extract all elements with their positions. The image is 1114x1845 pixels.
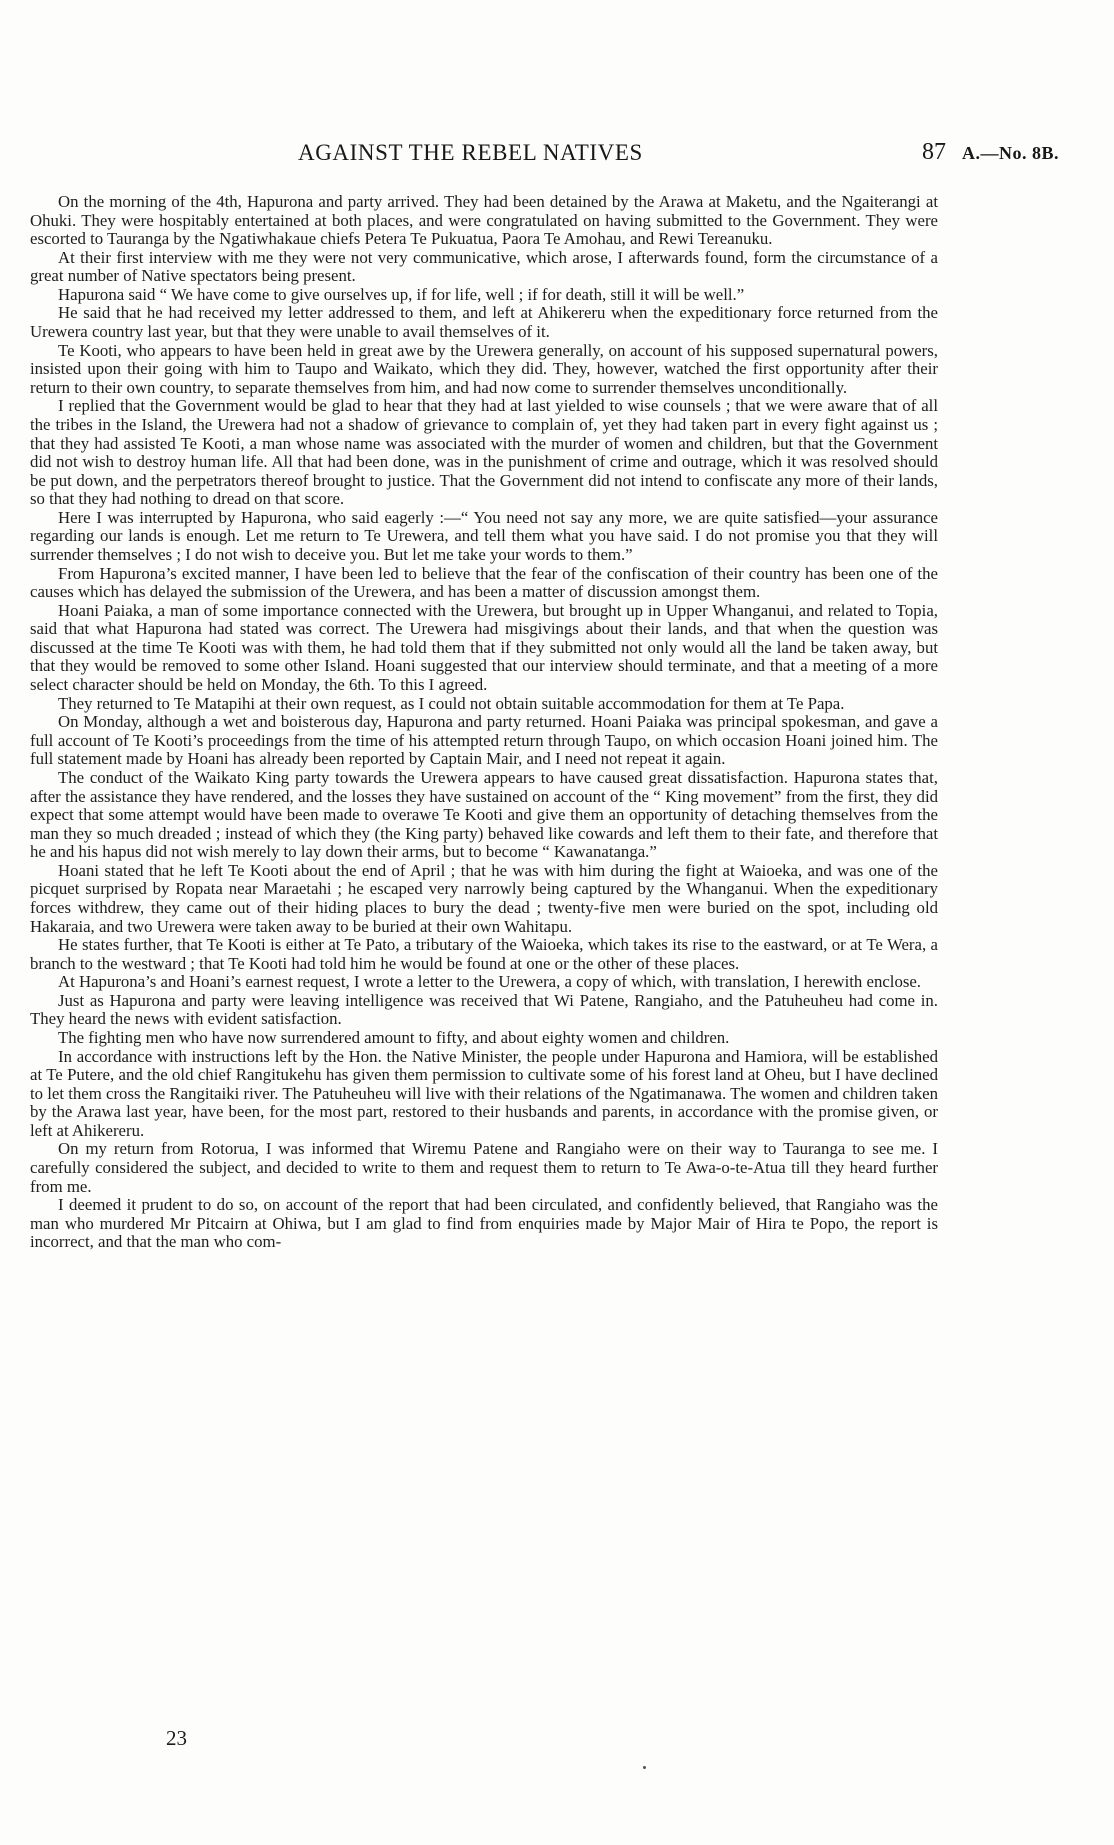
paragraph: They returned to Te Matapihi at their own request, as I could not obtain suitable accommodation for them at Te Papa. (58, 693, 845, 713)
paragraph: Just as Hapurona and party were leaving intelligence was received that Wi Patene, Rangiaho, and the Patuheuheu had come in. They heard the news with evident satisfaction. (30, 990, 938, 1029)
paragraph: In accordance with instructions left by the Hon. the Native Minister, the people under Hapurona and Hamiora, will be established at Te Putere, and the old chief Rangitukehu has given them permission to cultivate some of his forest land at Oheu, but I have declined to let them cross the Rangitaiki river. The Patuheuheu will live with their relations of the Ngatimanawa. The women and children taken by the Arawa last year, have been, for the most part, restored to their husbands and parents, in accordance with the promise given, or left at Ahikereru. (30, 1046, 938, 1140)
paragraph: Here I was interrupted by Hapurona, who said eagerly :—“ You need not say any more, we are quite satisfied—your assurance regarding our lands is enough. Let me return to Te Urewera, and tell them what you have said. I do not promise you that they will surrender themselves ; I do not wish to deceive you. But let me take your words to them.” (30, 507, 938, 564)
ink-speck (643, 1766, 646, 1769)
paragraph: From Hapurona’s excited manner, I have been led to believe that the fear of the confiscation of their country has been one of the causes which has delayed the submission of the Urewera, and has been a matter of discussion amongst them. (30, 563, 938, 602)
body-text (30, 193, 938, 1252)
page-title: AGAINST THE REBEL NATIVES (298, 140, 643, 165)
page-number: 87 (922, 139, 946, 165)
signature-mark: 23 (166, 1726, 187, 1750)
paragraph: On the morning of the 4th, Hapurona and party arrived. They had been detained by the Arawa at Maketu, and the Ngaiterangi at Ohuki. They were hospitably entertained at both places, and were congratulated on having submitted to the Government. They were escorted to Tauranga by the Ngatiwhakaue chiefs Petera Te Pukuatua, Paora Te Amohau, and Rewi Tereanuku. (30, 192, 938, 249)
paragraph: At Hapurona’s and Hoani’s earnest request, I wrote a letter to the Urewera, a copy of which, with translation, I herewith enclose. (58, 972, 922, 992)
paragraph: Hoani stated that he left Te Kooti about the end of April ; that he was with him during the fight at Waioeka, and was one of the picquet surprised by Ropata near Maraetahi ; he escaped very narrowly being captured by the Whanganui. When the expeditionary forces withdrew, they came out of their hiding places to bury the dead ; twenty-five men were buried on the spot, including old Hakaraia, and two Urewera were taken away to be buried at their own Wahitapu. (30, 860, 938, 936)
paragraph: He said that he had received my letter addressed to them, and left at Ahikereru when the expeditionary force returned from the Urewera country last year, but that they were unable to avail themselves of it. (30, 303, 938, 342)
paragraph: At their first interview with me they were not very communicative, which arose, I afterwards found, form the circumstance of a great number of Native spectators being present. (30, 247, 938, 286)
paragraph: Te Kooti, who appears to have been held in great awe by the Urewera generally, on account of his supposed supernatural powers, insisted upon their going with him to Taupo and Waikato, which they did. They, however, watched the first opportunity after their return to their own country, to separate themselves from him, and had now come to surrender themselves unconditionally. (30, 340, 938, 397)
running-header (0, 140, 1114, 180)
paragraph: Hoani Paiaka, a man of some importance connected with the Urewera, but brought up in Upper Whanganui, and related to Topia, said that what Hapurona had stated was correct. The Urewera had misgivings about their lands, and that when the question was discussed at the time Te Kooti was with them, he had told them that if they submitted not only would all the land be taken away, but that they would be removed to some other Island. Hoani suggested that our interview should terminate, and that a meeting of a more select character should be held on Monday, the 6th. To this I agreed. (30, 600, 938, 695)
paragraph: The fighting men who have now surrendered amount to fifty, and about eighty women and children. (58, 1028, 730, 1048)
paragraph: On Monday, although a wet and boisterous day, Hapurona and party returned. Hoani Paiaka was principal spokesman, and gave a full account of Te Kooti’s proceedings from the time of his attempted return through Taupo, on which occasion Hoani joined him. The full statement made by Hoani has already been reported by Captain Mair, and I need not repeat it again. (30, 712, 938, 769)
paragraph: I deemed it prudent to do so, on account of the report that had been circulated, and confidently believed, that Rangiaho was the man who murdered Mr Pitcairn at Ohiwa, but I am glad to find from enquiries made by Major Mair of Hira te Popo, the report is incorrect, and that the man who com- (30, 1195, 938, 1252)
paragraph: I replied that the Government would be glad to hear that they had at last yielded to wise counsels ; that we were aware that of all the tribes in the Island, the Urewera had not a shadow of grievance to complain of, yet they had taken part in every fight against us ; that they had assisted Te Kooti, a man whose name was associated with the murder of women and children, but that the Government did not wish to destroy human life. All that had been done, was in the punishment of crime and outrage, which it was resolved should be put down, and the perpetrators thereof brought to justice. That the Government did not intend to confiscate any more of their lands, so that they had nothing to dread on that score. (30, 396, 938, 509)
paragraph: Hapurona said “ We have come to give ourselves up, if for life, well ; if for death, still it will be well.” (58, 284, 745, 304)
paragraph: On my return from Rotorua, I was informed that Wiremu Patene and Rangiaho were on their way to Tauranga to see me. I carefully considered the subject, and decided to write to them and request them to return to Te Awa-o-te-Atua till they heard further from me. (30, 1139, 938, 1196)
paragraph: The conduct of the Waikato King party towards the Urewera appears to have caused great dissatisfaction. Hapurona states that, after the assistance they have rendered, and the losses they have sustained on account of the “ King movement” from the first, they did expect that some attempt would have been made to overawe Te Kooti and give them an opportunity of detaching themselves from the man they so much dreaded ; instead of which they (the King party) behaved like cowards and left them to their fate, and therefore that he and his hapus did not wish merely to lay down their arms, but to become “ Kawanatanga.” (30, 767, 938, 862)
paragraph: He states further, that Te Kooti is either at Te Pato, a tributary of the Waioeka, which takes its rise to the eastward, or at Te Wera, a branch to the westward ; that Te Kooti had told him he would be found at one or the other of these places. (30, 935, 938, 973)
document-reference: A.—No. 8B. (962, 143, 1060, 163)
